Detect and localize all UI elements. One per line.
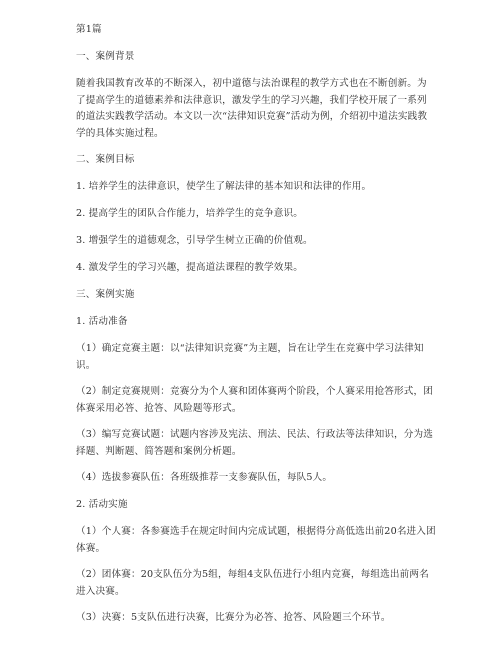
goal-item-1: 1. 培养学生的法律意识，使学生了解法律的基本知识和法律的作用。 — [76, 181, 372, 192]
subsection-heading-preparation: 1. 活动准备 — [76, 316, 128, 327]
section-heading-background: 一、案例背景 — [76, 51, 135, 62]
document-page — [76, 22, 436, 636]
execution-item-1: （1）个人赛：各参赛选手在规定时间内完成试题，根据得分高低选出前20名进入团体赛。 — [76, 526, 436, 554]
preparation-item-2: （2）制定竞赛规则：竞赛分为个人赛和团体赛两个阶段，个人赛采用抢答形式，团体赛采用必答、抢答、风险题等形式。 — [76, 386, 434, 414]
execution-item-3: （3）决赛：5支队伍进行决赛，比赛分为必答、抢答、风险题三个环节。 — [76, 612, 391, 623]
preparation-item-3: （3）编写竞赛试题：试题内容涉及宪法、刑法、民法、行政法等法律知识，分为选择题、判断题、简答题和案例分析题。 — [76, 429, 434, 457]
goal-item-4: 4. 激发学生的学习兴趣，提高道法课程的教学效果。 — [76, 262, 304, 273]
goal-item-3: 3. 增强学生的道德观念，引导学生树立正确的价值观。 — [76, 235, 313, 246]
preparation-item-1: （1）确定竞赛主题：以“法律知识竞赛”为主题，旨在让学生在竞赛中学习法律知识。 — [76, 343, 424, 371]
execution-item-2: （2）团体赛：20支队伍分为5组，每组4支队伍进行小组内竞赛，每组选出前两名进入决赛。 — [76, 569, 429, 597]
preparation-item-4: （4）选拔参赛队伍：各班级推荐一支参赛队伍，每队5人。 — [76, 472, 333, 483]
goal-item-2: 2. 提高学生的团队合作能力，培养学生的竞争意识。 — [76, 208, 304, 219]
section-heading-implementation: 三、案例实施 — [76, 289, 135, 300]
subsection-heading-execution: 2. 活动实施 — [76, 499, 128, 510]
background-paragraph: 随着我国教育改革的不断深入，初中道德与法治课程的教学方式也在不断创新。为了提高学生的道德素养和法律意识，激发学生的学习兴趣，我们学校开展了一系列的道法实践教学活动。本文以一次“法律知识竞赛”活动为例，介绍初中道法实践教学的具体实施过程。 — [76, 78, 428, 139]
chapter-title: 第1篇 — [76, 24, 102, 35]
section-heading-goals: 二、案例目标 — [76, 154, 135, 165]
